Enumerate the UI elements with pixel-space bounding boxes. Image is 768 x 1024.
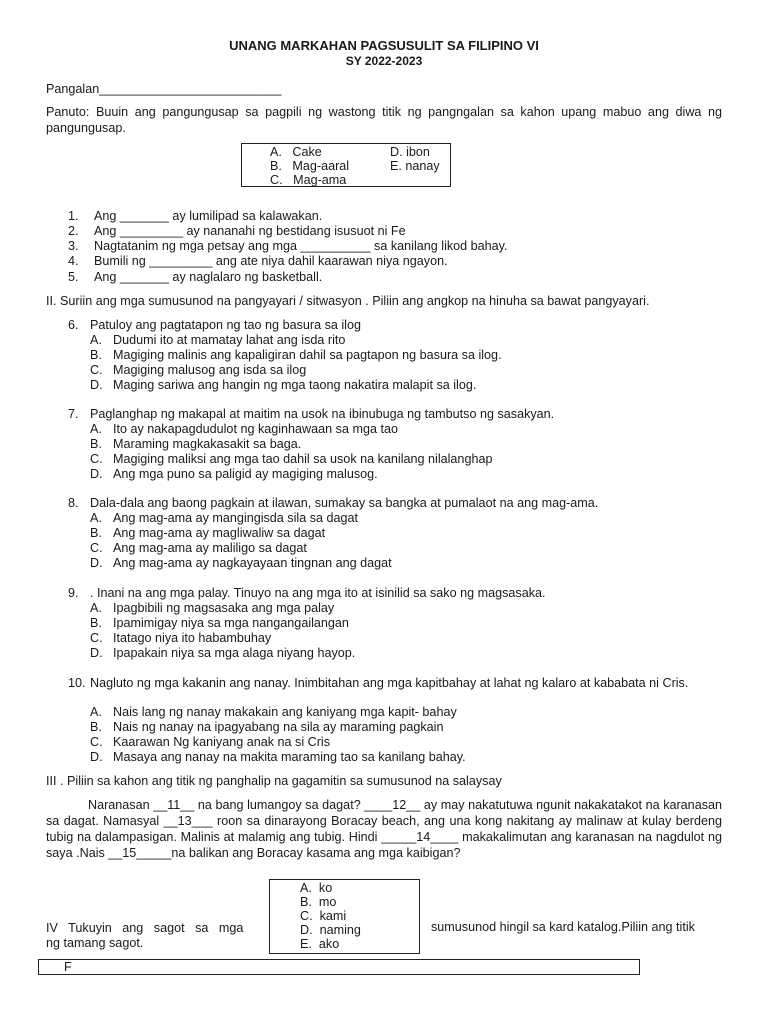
option-text: Ipapakain niya sa mga alaga niyang hayop. xyxy=(113,646,356,660)
option-text: Maging sariwa ang hangin ng mga taong nakatira malapit sa ilog. xyxy=(113,378,477,392)
option-text: Dudumi ito at mamatay lahat ang isda rito xyxy=(113,333,346,347)
question-10-stem: Nagluto ng mga kakanin ang nanay. Inimbitahan ang mga kapitbahay at lahat ng kalaro at kababata ni Cris. xyxy=(90,676,689,690)
question-7 xyxy=(68,407,555,421)
item-number: 1. xyxy=(68,209,79,223)
pronoun-c xyxy=(300,909,346,923)
option-text: Ang mag-ama ay maliligo sa dagat xyxy=(113,541,307,555)
option-letter: A. xyxy=(90,422,102,436)
option-letter: D. xyxy=(90,750,103,764)
choice-letter: E. xyxy=(390,159,402,173)
choice-text: Mag-aaral xyxy=(292,159,350,173)
choice-letter: A. xyxy=(270,145,282,159)
part4-directions-left: IV Tukuyin ang sagot sa mga xyxy=(46,921,244,935)
card-catalog-box xyxy=(38,959,640,975)
part3-choices-box xyxy=(269,879,420,954)
option-letter: A. xyxy=(90,705,102,719)
choice-a xyxy=(270,145,322,159)
choice-letter: C. xyxy=(270,173,283,187)
option-letter: C. xyxy=(90,631,103,645)
option-text: Ipagbibili ng magsasaka ang mga palay xyxy=(113,601,335,615)
card-first-line: F xyxy=(64,960,72,974)
item-text: Ang _______ ay lumilipad sa kalawakan. xyxy=(94,209,323,223)
pronoun-d xyxy=(300,923,361,937)
option-letter: B. xyxy=(90,526,102,540)
question-number: 6. xyxy=(68,318,79,332)
option-text: Ang mga puno sa paligid ay magiging malusog. xyxy=(113,467,378,481)
choice-text: mo xyxy=(318,895,337,909)
school-year: SY 2022-2023 xyxy=(345,54,423,68)
q8-option-c xyxy=(90,541,307,555)
option-text: Ang mag-ama ay nagkayayaan tingnan ang dagat xyxy=(113,556,392,570)
q9-option-c xyxy=(90,631,272,645)
choice-text: ko xyxy=(318,881,333,895)
q10-option-c xyxy=(90,735,331,749)
choice-d xyxy=(390,145,430,159)
choice-letter: B. xyxy=(300,895,312,909)
option-text: Kaarawan Ng kaniyang anak na si Cris xyxy=(113,735,331,749)
choice-text: Cake xyxy=(292,145,322,159)
option-letter: D. xyxy=(90,467,103,481)
q7-option-c xyxy=(90,452,493,466)
item-2 xyxy=(68,224,406,238)
item-number: 2. xyxy=(68,224,79,238)
option-letter: C. xyxy=(90,541,103,555)
choice-letter: C. xyxy=(300,909,313,923)
q10-option-b xyxy=(90,720,444,734)
item-5 xyxy=(68,270,322,284)
item-text: Ang _______ ay naglalaro ng basketball. xyxy=(94,270,323,284)
item-text: Nagtatanim ng mga petsay ang mga __________ sa kanilang likod bahay. xyxy=(94,239,508,253)
q7-option-b xyxy=(90,437,302,451)
question-stem: Patuloy ang pagtatapon ng tao ng basura sa ilog xyxy=(90,318,361,332)
choice-letter: E. xyxy=(300,937,312,951)
choice-letter: A. xyxy=(300,881,312,895)
question-number: 7. xyxy=(68,407,79,421)
option-text: Magiging malinis ang kapaligiran dahil sa pagtapon ng basura sa ilog. xyxy=(113,348,502,362)
option-text: Maraming magkakasakit sa baga. xyxy=(113,437,302,451)
q6-option-d xyxy=(90,378,477,392)
part4-directions-right: sumusunod hingil sa kard katalog.Piliin ang titik xyxy=(431,920,695,934)
choice-letter: B. xyxy=(270,159,282,173)
question-number: 8. xyxy=(68,496,79,510)
part2-directions: II. Suriin ang mga sumusunod na pangyayari / sitwasyon . Piliin ang angkop na hinuha sa bawat pangyayari. xyxy=(46,294,650,308)
option-letter: C. xyxy=(90,363,103,377)
option-letter: B. xyxy=(90,348,102,362)
item-number: 3. xyxy=(68,239,79,253)
item-number: 5. xyxy=(68,270,79,284)
q9-option-d xyxy=(90,646,356,660)
question-8 xyxy=(68,496,599,510)
option-letter: A. xyxy=(90,333,102,347)
exam-title: UNANG MARKAHAN PAGSUSULIT SA FILIPINO VI xyxy=(229,38,539,53)
option-text: Ipamimigay niya sa mga nangangailangan xyxy=(113,616,349,630)
option-letter: A. xyxy=(90,601,102,615)
question-6 xyxy=(68,318,361,332)
q6-option-c xyxy=(90,363,307,377)
q7-option-d xyxy=(90,467,378,481)
q9-option-a xyxy=(90,601,335,615)
part1-choices-box xyxy=(241,143,451,187)
question-stem: . Inani na ang mga palay. Tinuyo na ang mga ito at isinilid sa sako ng magsasaka. xyxy=(90,586,546,600)
option-letter: B. xyxy=(90,720,102,734)
pronoun-a xyxy=(300,881,332,895)
choice-text: naming xyxy=(319,923,361,937)
option-text: Nais lang ng nanay makakain ang kaniyang mga kapit- bahay xyxy=(113,705,457,719)
q8-option-d xyxy=(90,556,392,570)
choice-text: nanay xyxy=(405,159,440,173)
part1-directions: Panuto: Buuin ang pangungusap sa pagpili ng wastong titik ng pangngalan sa kahon upang mabuo ang diwa ng pangungusap. xyxy=(46,105,722,135)
pronoun-e xyxy=(300,937,339,951)
part4-directions-line2: ng tamang sagot. xyxy=(46,936,144,950)
question-stem: Dala-dala ang baong pagkain at ilawan, sumakay sa bangka at pumalaot na ang mag-ama. xyxy=(90,496,599,510)
question-stem: Paglanghap ng makapal at maitim na usok na ibinubuga ng tambutso ng sasakyan. xyxy=(90,407,555,421)
option-text: Masaya ang nanay na makita maraming tao sa kanilang bahay. xyxy=(113,750,466,764)
q8-option-a xyxy=(90,511,359,525)
name-line: Pangalan__________________________ xyxy=(46,82,282,96)
option-text: Ang mag-ama ay mangingisda sila sa dagat xyxy=(113,511,359,525)
choice-text: ako xyxy=(318,937,340,951)
item-1 xyxy=(68,209,322,223)
question-number: 9. xyxy=(68,586,79,600)
option-letter: A. xyxy=(90,511,102,525)
option-text: Ang mag-ama ay magliwaliw sa dagat xyxy=(113,526,326,540)
part3-paragraph: Naranasan __11__ na bang lumangoy sa dagat? ____12__ ay may nakatutuwa ngunit nakakatakot na karanasan sa dagat. Namasyal __13___ roon sa dinarayong Boracay beach, ang una kong nakitang ay malinaw at kulay berdeng tubig na dalampasigan. Malinis at malamig ang tubig. Hindi _____14____ makakalimutan ang karanasan na nagdulot ng saya .Nais __15_____na balikan ang Boracay kasama ang mga kaibigan? xyxy=(46,798,722,860)
q8-option-b xyxy=(90,526,326,540)
item-number: 4. xyxy=(68,254,79,268)
q6-option-a xyxy=(90,333,346,347)
question-9 xyxy=(68,586,546,600)
option-text: Nais ng nanay na ipagyabang na sila ay maraming pagkain xyxy=(113,720,444,734)
q7-option-a xyxy=(90,422,398,436)
choice-e xyxy=(390,159,440,173)
option-letter: D. xyxy=(90,378,103,392)
choice-text: ibon xyxy=(406,145,430,159)
item-text: Bumili ng _________ ang ate niya dahil kaarawan niya ngayon. xyxy=(94,254,448,268)
option-letter: D. xyxy=(90,646,103,660)
choice-c xyxy=(270,173,346,187)
option-text: Magiging maliksi ang mga tao dahil sa usok na kanilang nilalanghap xyxy=(113,452,493,466)
q9-option-b xyxy=(90,616,349,630)
option-letter: B. xyxy=(90,616,102,630)
choice-letter: D. xyxy=(300,923,313,937)
question-10-number: 10. xyxy=(68,676,86,690)
option-letter: B. xyxy=(90,437,102,451)
option-text: Itatago niya ito habambuhay xyxy=(113,631,272,645)
item-3 xyxy=(68,239,508,253)
choice-text: kami xyxy=(319,909,347,923)
option-letter: C. xyxy=(90,452,103,466)
part3-directions: III . Piliin sa kahon ang titik ng panghalip na gagamitin sa sumusunod na salaysay xyxy=(46,774,502,788)
choice-letter: D. xyxy=(390,145,403,159)
q6-option-b xyxy=(90,348,502,362)
option-text: Magiging malusog ang isda sa ilog xyxy=(113,363,307,377)
pronoun-b xyxy=(300,895,336,909)
q10-option-a xyxy=(90,705,457,719)
choice-b xyxy=(270,159,349,173)
option-letter: D. xyxy=(90,556,103,570)
item-4 xyxy=(68,254,448,268)
item-text: Ang _________ ay nananahi ng bestidang isusuot ni Fe xyxy=(94,224,406,238)
choice-text: Mag-ama xyxy=(293,173,347,187)
option-text: Ito ay nakapagdudulot ng kaginhawaan sa mga tao xyxy=(113,422,398,436)
option-letter: C. xyxy=(90,735,103,749)
q10-option-d xyxy=(90,750,466,764)
